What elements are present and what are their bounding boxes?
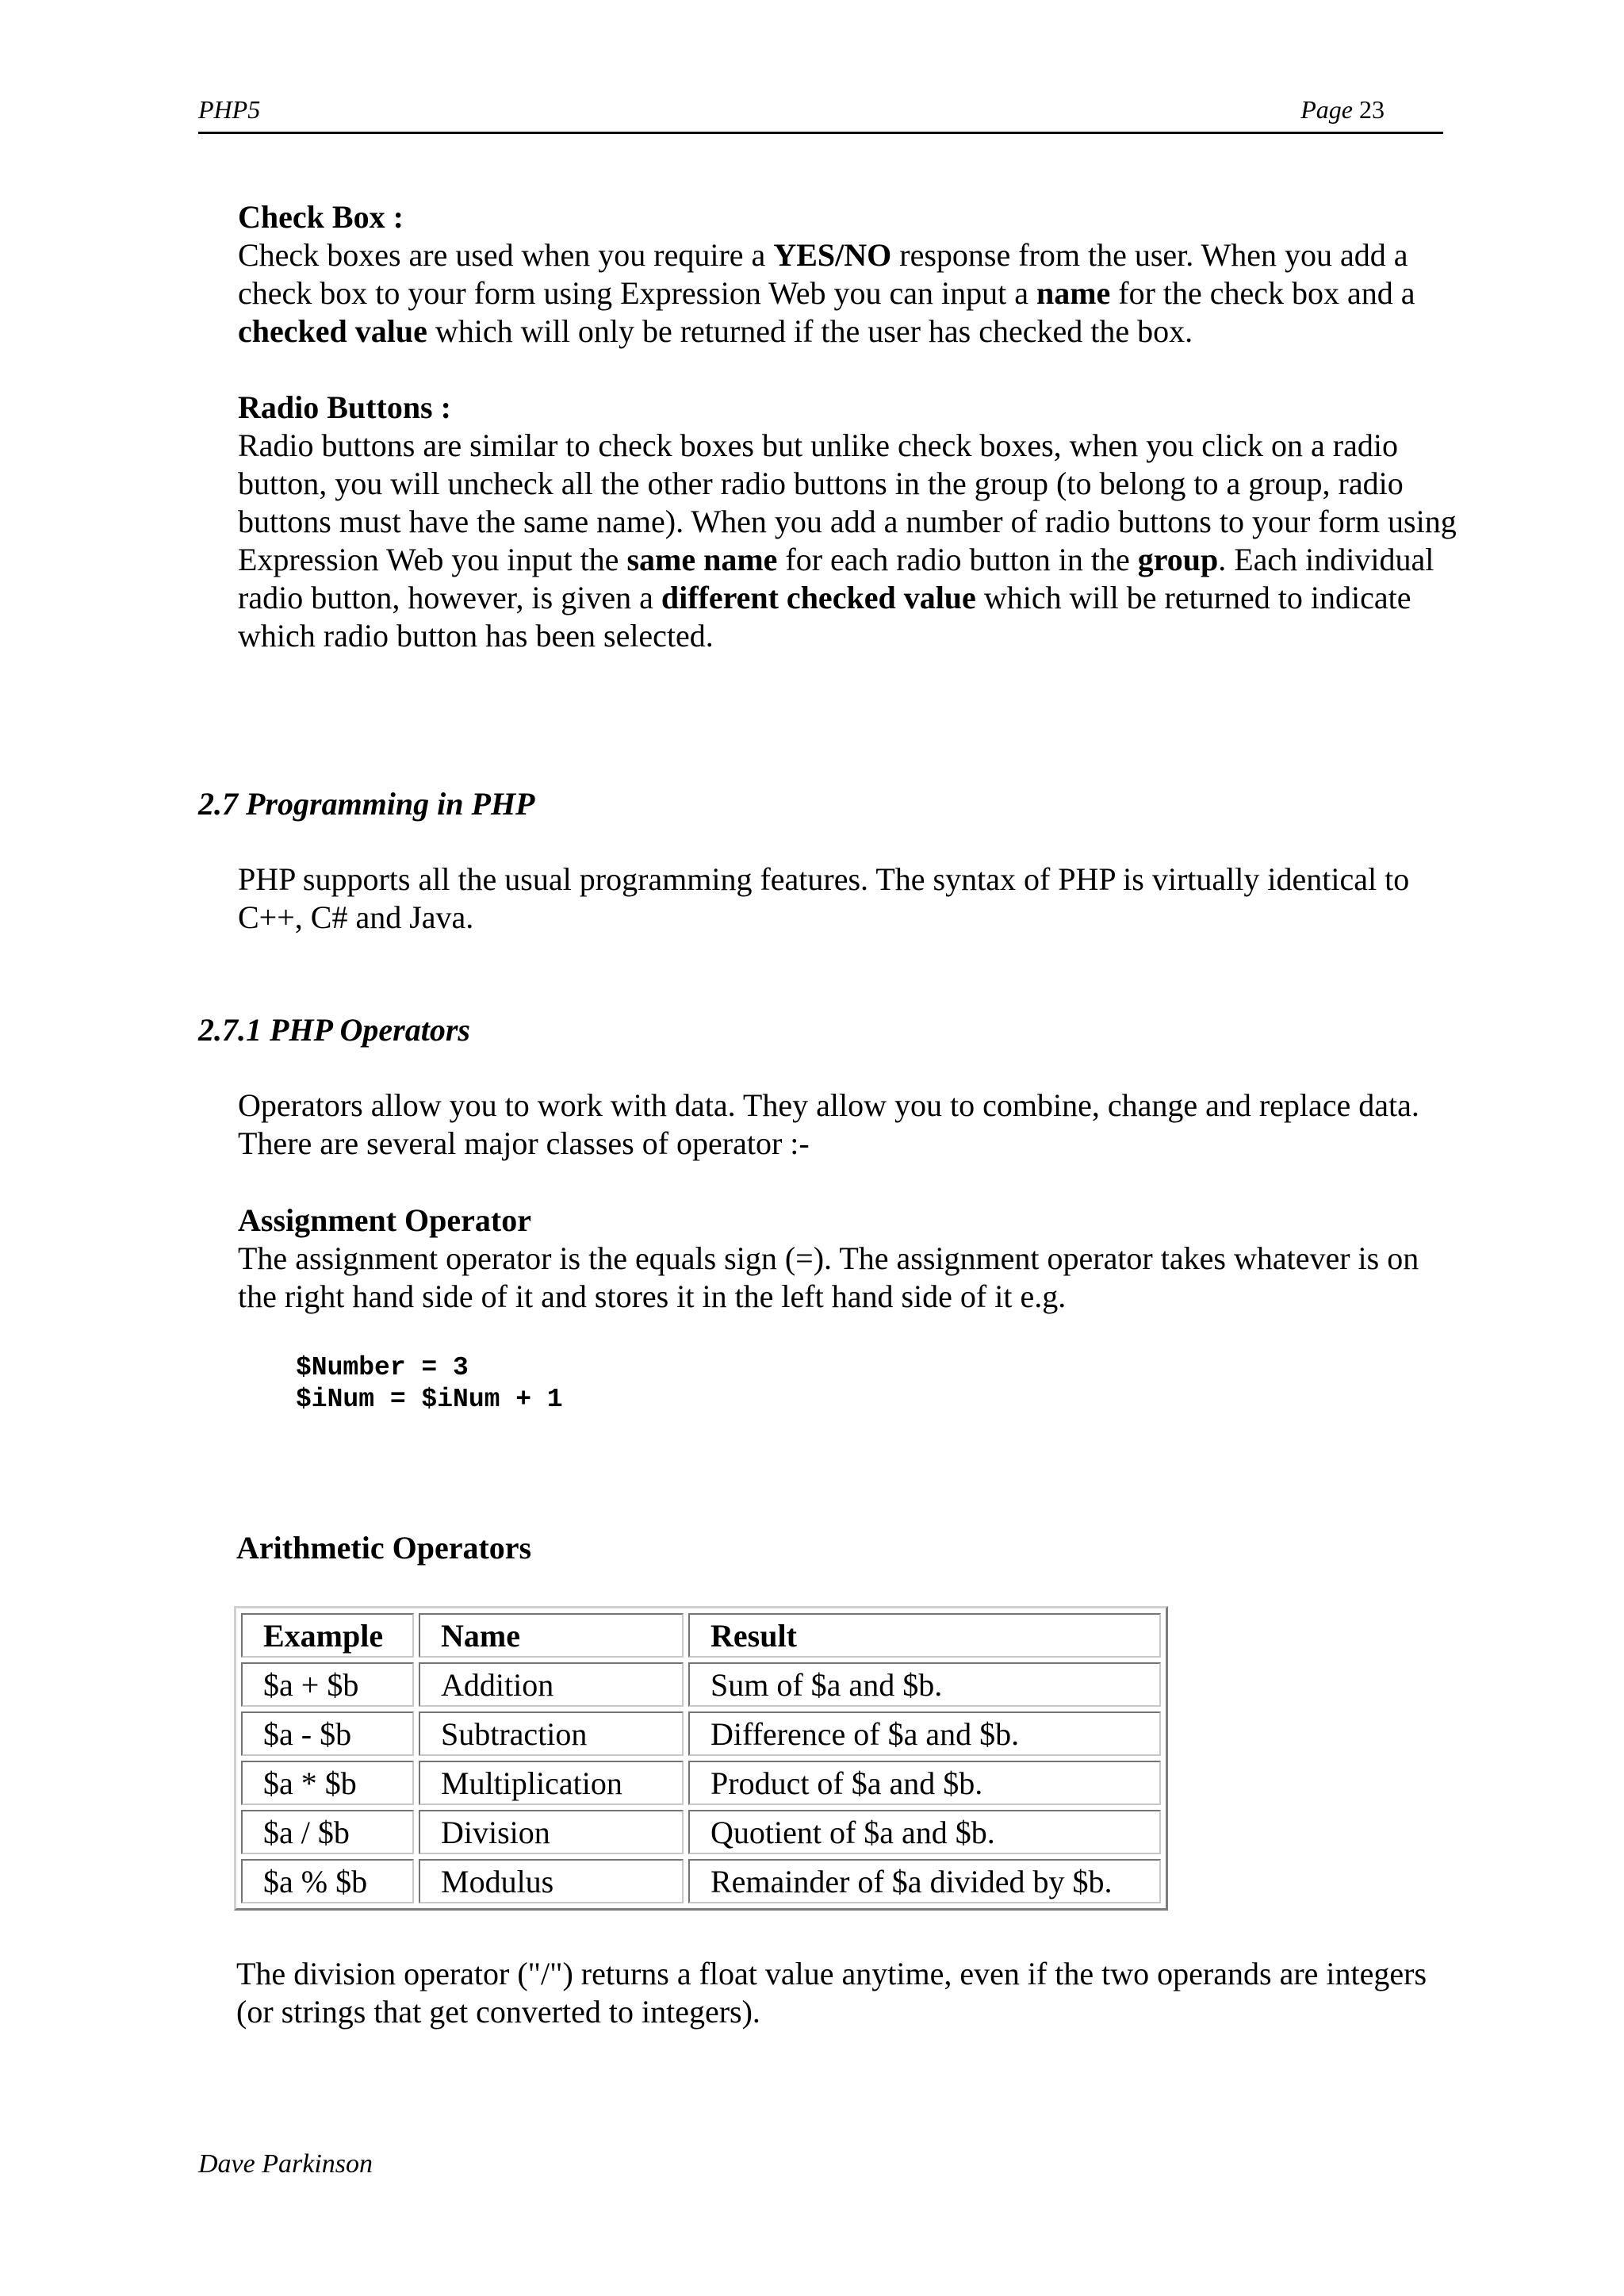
code-line: $Number = 3 (296, 1353, 469, 1382)
checkbox-paragraph: Check boxes are used when you require a YES/NO response from the user. When you add a check box to your form using Expression Web you can input a name for the check box and a checked value which will only be returned if the user has checked the box. (238, 237, 1415, 349)
assignment-heading: Assignment Operator (238, 1202, 531, 1238)
division-note: The division operator ("/") returns a float value anytime, even if the two operands are integers (or strings that get converted to integers). (236, 1956, 1427, 2030)
checkbox-heading: Check Box : (238, 199, 404, 235)
column-header: Name (419, 1613, 684, 1658)
table-cell: Subtraction (419, 1711, 684, 1756)
table-cell: $a + $b (241, 1662, 414, 1707)
table-cell: Sum of $a and $b. (688, 1662, 1161, 1707)
table-row (241, 1761, 1161, 1805)
table-cell: Modulus (419, 1859, 684, 1903)
checkbox-section (238, 198, 1459, 351)
table-cell: $a % $b (241, 1859, 414, 1903)
section-2-7-text: PHP supports all the usual programming features. The syntax of PHP is virtually identical to C++, C# and Java. (238, 861, 1410, 935)
section-2-7-1-text: Operators allow you to work with data. They allow you to combine, change and replace data. There are several major classes of operator :- (238, 1087, 1419, 1161)
header-title: PHP5 (198, 95, 261, 124)
radio-section (238, 389, 1459, 655)
table-cell: Division (419, 1810, 684, 1854)
table-row (241, 1662, 1161, 1707)
code-example (296, 1352, 563, 1416)
table-cell: Product of $a and $b. (688, 1761, 1161, 1805)
arithmetic-operators-table (234, 1606, 1168, 1911)
table-cell: Remainder of $a divided by $b. (688, 1859, 1161, 1903)
radio-heading: Radio Buttons : (238, 389, 451, 425)
table-cell: $a * $b (241, 1761, 414, 1805)
table-cell: $a - $b (241, 1711, 414, 1756)
table-cell: Addition (419, 1662, 684, 1707)
section-heading-2-7: 2.7 Programming in PHP (198, 786, 535, 822)
table-cell: Multiplication (419, 1761, 684, 1805)
table-cell: Difference of $a and $b. (688, 1711, 1161, 1756)
page-header (198, 95, 1443, 134)
table-row (241, 1859, 1161, 1903)
table-cell: $a / $b (241, 1810, 414, 1854)
column-header: Example (241, 1613, 414, 1658)
code-line: $iNum = $iNum + 1 (296, 1385, 563, 1414)
footer-author: Dave Parkinson (198, 2149, 373, 2179)
page-number: Page 23 (1300, 95, 1385, 124)
column-header: Result (688, 1613, 1161, 1658)
assignment-section (238, 1202, 1459, 1316)
assignment-text: The assignment operator is the equals sign (=). The assignment operator takes whatever is on the right hand side of it and stores it in the left hand side of it e.g. (238, 1240, 1419, 1314)
table-row (241, 1711, 1161, 1756)
table-row (241, 1810, 1161, 1854)
arithmetic-heading: Arithmetic Operators (236, 1530, 532, 1566)
table-cell: Quotient of $a and $b. (688, 1810, 1161, 1854)
radio-paragraph: Radio buttons are similar to check boxes but unlike check boxes, when you click on a radio button, you will uncheck all the other radio buttons in the group (to belong to a group, radio buttons must have the same name). When you add a number of radio buttons to your form using Expression Web you input the same name for each radio button in the group. Each individual radio button, however, is given a different checked value which will be returned to indicate which radio button has been selected. (238, 427, 1457, 654)
table-header-row (241, 1613, 1161, 1658)
section-heading-2-7-1: 2.7.1 PHP Operators (198, 1012, 470, 1048)
